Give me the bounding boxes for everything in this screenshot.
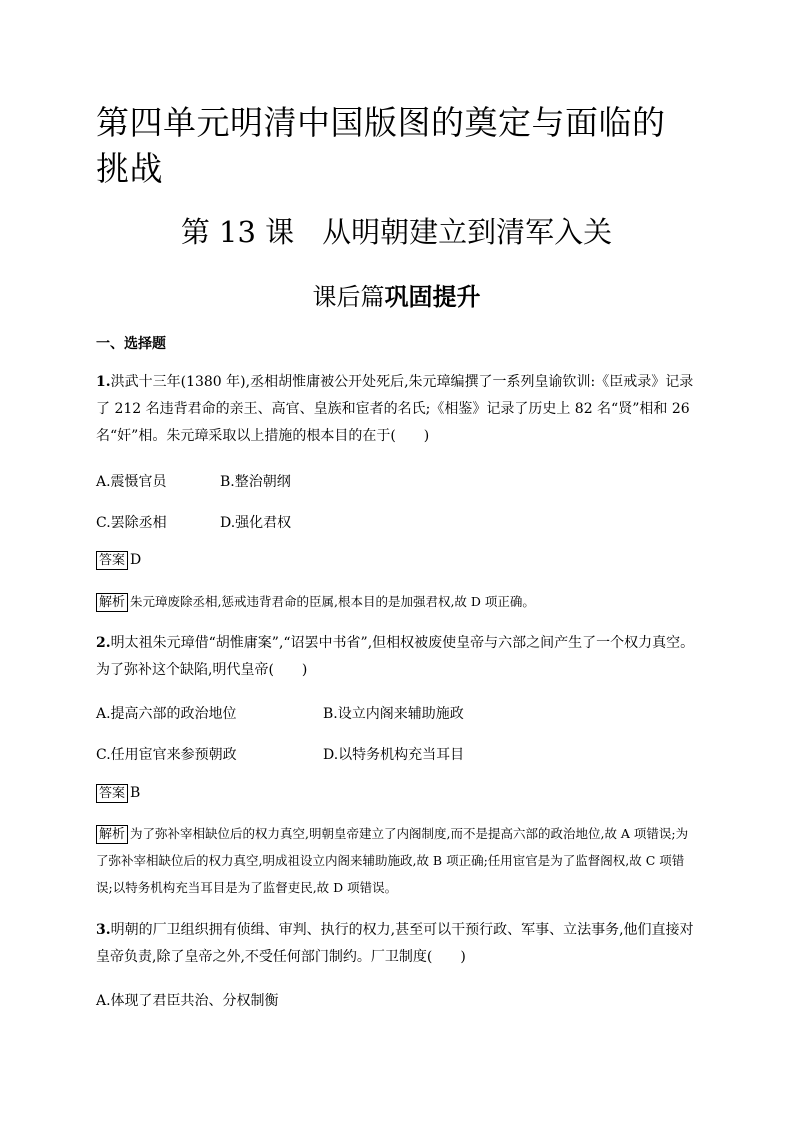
option-a: A.体现了君臣共治、分权制衡 (96, 993, 279, 1009)
option-c: C.任用宦官来参预朝政 (96, 747, 237, 763)
question-1 (96, 369, 696, 450)
question-3 (96, 917, 696, 971)
analysis-2 (96, 820, 696, 901)
question-text: 明太祖朱元璋借“胡惟庸案”,“诏罢中书省”,但相权被废使皇帝与六部之间产生了一个权力真空。为了弥补这个缺陷,明代皇帝( ) (96, 635, 695, 678)
subtitle-bold: 巩固提升 (384, 283, 481, 311)
analysis-label: 解析 (96, 593, 128, 612)
analysis-text: 朱元璋废除丞相,惩戒违背君命的臣属,根本目的是加强君权,故 D 项正确。 (130, 594, 535, 609)
analysis-1 (96, 588, 696, 615)
answer-label: 答案 (96, 784, 128, 803)
answer-value: B (130, 785, 141, 801)
option-a: A.震慑官员 (96, 474, 167, 490)
section-title: 一、选择题 (96, 336, 166, 352)
answer-2 (96, 784, 140, 803)
question-number: 2. (96, 635, 111, 651)
lesson-title (0, 210, 793, 251)
option-d: D.强化君权 (220, 515, 292, 531)
question-text: 明朝的厂卫组织拥有侦缉、审判、执行的权力,甚至可以干预行政、军事、立法事务,他们直接对皇帝负责,除了皇帝之外,不受任何部门制约。厂卫制度( ) (96, 922, 694, 965)
option-d: D.以特务机构充当耳目 (323, 747, 465, 763)
option-b: B.设立内阁来辅助施政 (323, 706, 464, 722)
subtitle (0, 277, 793, 312)
answer-1 (96, 551, 141, 570)
lesson-number: 第 13 课 (180, 215, 295, 249)
question-number: 3. (96, 922, 111, 938)
option-a: A.提高六部的政治地位 (96, 706, 237, 722)
analysis-text: 为了弥补宰相缺位后的权力真空,明朝皇帝建立了内阁制度,而不是提高六部的政治地位,故 A 项错误;为了弥补宰相缺位后的权力真空,明成祖设立内阁来辅助施政,故 B 项正确;任用宦官是为了监督阁权,故 C 项错误;以特务机构充当耳目是为了监督吏民,故 D 项错误。 (96, 826, 689, 895)
answer-value: D (130, 552, 142, 568)
question-text: 洪武十三年(1380 年),丞相胡惟庸被公开处死后,朱元璋编撰了一系列皇谕钦训:《臣戒录》记录了 212 名违背君命的亲王、高官、皇族和宦者的名氏;《相鉴》记录了历史上 82 名“贤”相和 26 名“奸”相。朱元璋采取以上措施的根本目的在于( ) (96, 374, 694, 444)
subtitle-prefix: 课后篇 (312, 283, 385, 311)
question-2 (96, 630, 696, 684)
unit-title: 第四单元明清中国版图的奠定与面临的挑战 (96, 103, 666, 188)
lesson-name: 从明朝建立到清军入关 (322, 215, 613, 249)
option-c: C.罢除丞相 (96, 515, 167, 531)
answer-label: 答案 (96, 551, 128, 570)
question-number: 1. (96, 374, 111, 390)
option-b: B.整治朝纲 (220, 474, 291, 490)
analysis-label: 解析 (96, 825, 128, 844)
